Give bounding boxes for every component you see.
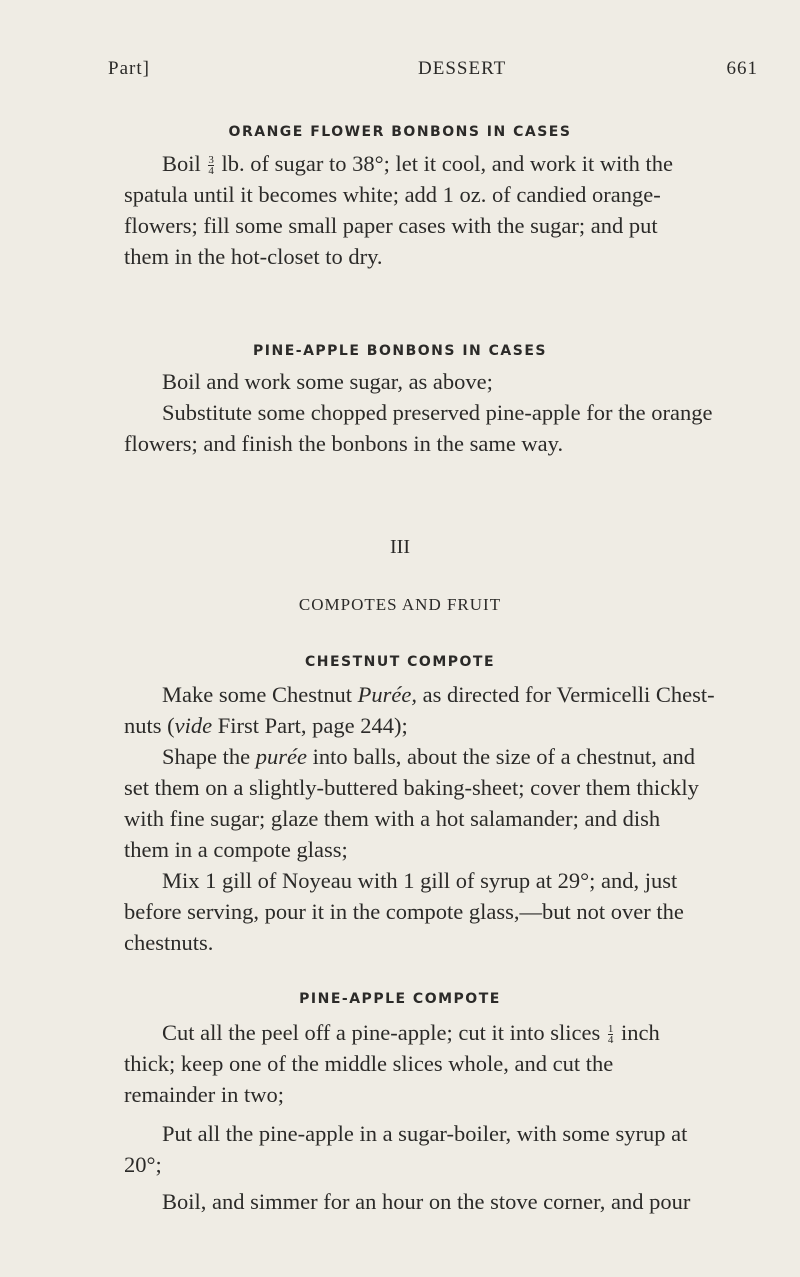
text-line: Substitute some chopped preserved pine-apple for the orange [162, 400, 713, 425]
page-number: 661 [726, 58, 758, 79]
heading-chestnut-compote: CHESTNUT COMPOTE [304, 654, 496, 670]
text-line: nuts (vide First Part, page 244); [124, 713, 408, 738]
text-line: flowers; fill some small paper cases with the sugar; and put [124, 213, 658, 238]
text-line: Make some Chestnut Purée, as directed for Vermicelli Chest- [162, 682, 715, 707]
text-line: spatula until it becomes white; add 1 oz. of candied orange- [124, 182, 661, 207]
heading-orange-flower-bonbons: ORANGE FLOWER BONBONS IN CASES [228, 124, 572, 140]
text-line: thick; keep one of the middle slices whole, and cut the [124, 1051, 614, 1076]
fraction: $\frac{1}{4}$ [607, 1023, 614, 1047]
text-line: 20°; [124, 1152, 162, 1177]
heading-pineapple-bonbons: PINE-APPLE BONBONS IN CASES [253, 343, 547, 359]
text-line: with fine sugar; glaze them with a hot salamander; and dish [124, 806, 661, 831]
text-line: Put all the pine-apple in a sugar-boiler, with some syrup at [162, 1121, 688, 1146]
text-line: flowers; and finish the bonbons in the same way. [124, 431, 564, 456]
text-line: Boil and work some sugar, as above; [162, 369, 493, 394]
text-line: Cut all the peel off a pine-apple; cut it into slices $\frac{1}{4}$ inch [162, 1020, 660, 1047]
text-line: remainder in two; [124, 1082, 284, 1107]
text-line: before serving, pour it in the compote glass,—but not over the [124, 899, 684, 924]
paragraph-orange-flower [124, 148, 744, 272]
header-title: DESSERT [418, 58, 507, 79]
header-part-label: Part] [108, 58, 150, 79]
section-number: III [390, 536, 410, 558]
paragraph-chestnut-compote [124, 679, 744, 958]
fraction: $\frac{3}{4}$ [208, 154, 214, 178]
paragraph-pineapple-bonbons [124, 366, 744, 459]
text-line: Boil $\frac{3}{4}$ lb. of sugar to 38°; let it cool, and work it with the [162, 151, 673, 178]
text-line: Mix 1 gill of Noyeau with 1 gill of syrup at 29°; and, just [162, 868, 678, 893]
text-line: Shape the purée into balls, about the size of a chestnut, and [162, 744, 695, 769]
text-line: chestnuts. [124, 930, 214, 955]
text-line: them in the hot-closet to dry. [124, 244, 383, 269]
text-line: Boil, and simmer for an hour on the stove corner, and pour [162, 1189, 691, 1214]
heading-pineapple-compote: PINE-APPLE COMPOTE [299, 991, 501, 1007]
text-line: set them on a slightly-buttered baking-sheet; cover them thickly [124, 775, 699, 800]
running-header [108, 58, 758, 88]
paragraph-pineapple-compote [124, 1017, 744, 1217]
section-title: COMPOTES AND FRUIT [298, 595, 502, 614]
text-line: them in a compote glass; [124, 837, 348, 862]
